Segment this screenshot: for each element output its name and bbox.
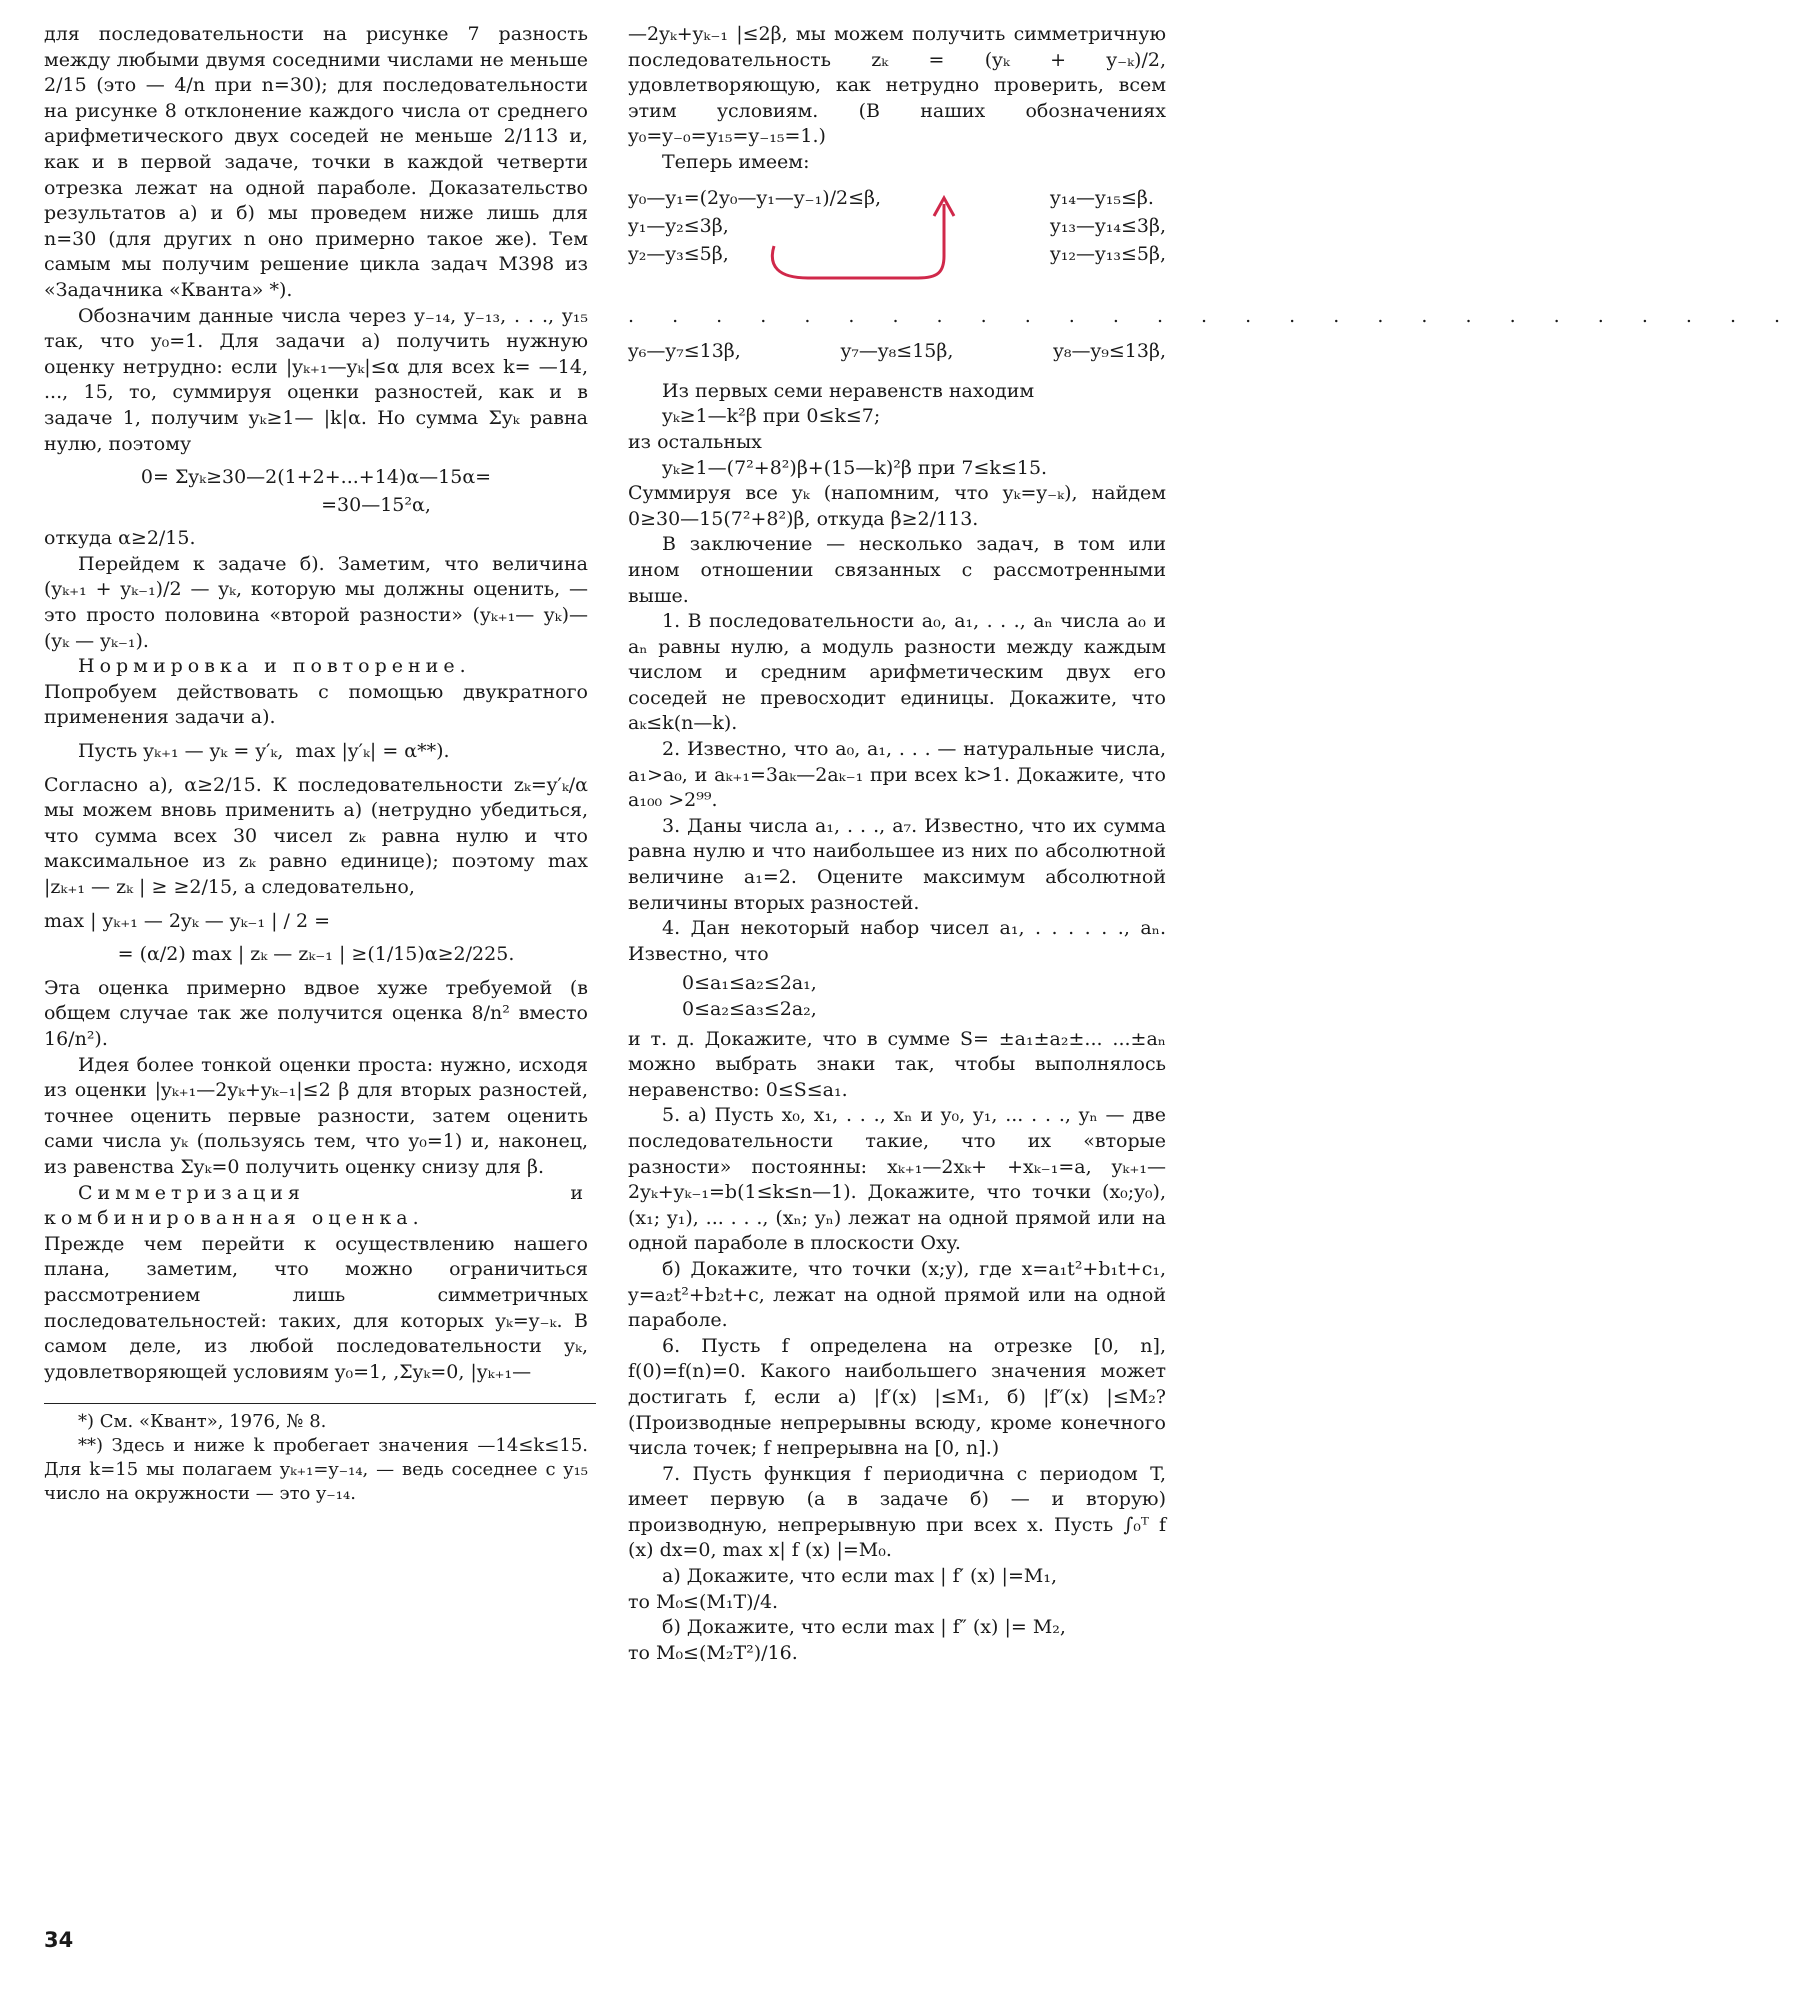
inequality-left-2: y₁—y₂≤3β, xyxy=(628,214,729,237)
left-paragraph-2: Обозначим данные числа через y₋₁₄, y₋₁₃, . . ., y₁₅ так, что y₀=1. Для задачи а) получить нужную оценку нетрудно: если |yₖ₊₁—yₖ|≤α для всех k= —14, ..., 15, то, суммируя оценки разностей, как и в задаче 1, получим yₖ≥1— |k|α. Но сумма Σyₖ равна нулю, поэтому xyxy=(44,304,588,455)
right-paragraph-3: Из первых семи неравенств находим xyxy=(662,379,1035,402)
arrow-line xyxy=(772,204,944,278)
task-5a: 5. а) Пусть x₀, x₁, . . ., xₙ и y₀, y₁, ... . . ., yₙ — две последовательности такие, что их «вторые разности» постоянны: xₖ₊₁—2xₖ+ +xₖ₋₁=a, yₖ₊₁—2yₖ+yₖ₋₁=b(1≤k≤n—1). Докажите, что точки (x₀;y₀), (x₁; y₁), ... . . ., (xₙ; yₙ) лежат на одной прямой или на одной параболе в плоскости Oxy. xyxy=(628,1104,1166,1255)
inequality-right-1: y₁₄—y₁₅≤β. xyxy=(1050,186,1154,209)
left-paragraph-8: Идея более тонкой оценки проста: нужно, исходя из оценки |yₖ₊₁—2yₖ+yₖ₋₁|≤2 β для вторых разностей, точнее оценить первые разности, затем оценить сами числа yₖ (пользуясь тем, что y₀=1) и, наконец, из равенства Σyₖ=0 получить оценку снизу для β. xyxy=(44,1053,588,1178)
inequality-right-2: y₁₃—y₁₄≤3β, xyxy=(1050,214,1166,237)
task-4-formula-1: 0≤a₁≤a₂≤2a₁, xyxy=(682,972,817,995)
right-paragraph-5: Суммируя все yₖ (напомним, что yₖ=y₋ₖ), найдем 0≥30—15(7²+8²)β, откуда β≥2/113. xyxy=(628,482,1166,530)
task-5b: б) Докажите, что точки (x;y), где x=a₁t²+b₁t+c₁, y=a₂t²+b₂t+c, лежат на одной прямой или на одной параболе. xyxy=(628,1257,1166,1332)
task-4: 4. Дан некоторый набор чисел a₁, . . . . . ., aₙ. Известно, что xyxy=(628,917,1166,965)
task-6: 6. Пусть f определена на отрезке [0, n], f(0)=f(n)=0. Какого наибольшего значения может достигать f, если а) |f′(x) |≤M₁, б) |f″(x) |≤M₂? (Производные непрерывны всюду, кроме конечного числа точек; f непрерывна на [0, n].) xyxy=(628,1334,1166,1460)
left-paragraph-1: для последовательности на рисунке 7 разность между любыми двумя соседними числами не меньше 2/15 (это — 4/n при n=30); для последовательности на рисунке 8 отклонение каждого числа от среднего арифметического двух соседей не меньше 2/113 и, как и в первой задаче, точки в каждой четверти отрезка лежат на одной параболе. Доказательство результатов а) и б) мы проведем ниже лишь для n=30 (для других n оно примерно такое же). Тем самым мы получим решение цикла задач М398 из «Задачника «Кванта» *). xyxy=(44,23,588,301)
right-column xyxy=(628,22,1796,1666)
task-2: 2. Известно, что a₀, a₁, . . . — натуральные числа, a₁>a₀, и aₖ₊₁=3aₖ—2aₖ₋₁ при всех k>1. Докажите, что a₁₀₀ >2⁹⁹. xyxy=(628,738,1166,812)
task-1: 1. В последовательности a₀, a₁, . . ., aₙ числа a₀ и aₙ равны нулю, а модуль разности между каждым числом и средним арифметическим двух его соседей не превосходит единицы. Докажите, что aₖ≤k(n—k). xyxy=(628,610,1166,735)
inequality-system xyxy=(628,186,1166,298)
section-heading-symmetrization: Симметризация и комбинированная оценка. xyxy=(44,1181,588,1230)
right-paragraph-2: Теперь имеем: xyxy=(662,150,810,173)
second-difference-formula-1: max | yₖ₊₁ — 2yₖ — yₖ₋₁ | / 2 = xyxy=(44,909,331,932)
inequalities-right xyxy=(1050,186,1166,270)
left-column xyxy=(44,22,588,1506)
right-paragraph-6: В заключение — несколько задач, в том или ином отношении связанных с рассмотренными выше. xyxy=(628,533,1166,607)
inequality-left-1: y₀—y₁=(2y₀—y₁—y₋₁)/2≤β, xyxy=(628,186,882,209)
inequality-middle-row xyxy=(628,339,1166,365)
task-7b-result: то M₀≤(M₂T²)/16. xyxy=(628,1641,798,1664)
bound-formula-2: yₖ≥1—(7²+8²)β+(15—k)²β при 7≤k≤15. xyxy=(662,456,1048,479)
red-arrow-annotation xyxy=(748,186,998,298)
left-paragraph-9: Прежде чем перейти к осуществлению нашего плана, заметим, что можно ограничиться рассмотрением лишь симметричных последовательностей: таких, для которых yₖ=y₋ₖ. В самом деле, из любой последовательности yₖ, удовлетворяющей условиям y₀=1, ,Σyₖ=0, |yₖ₊₁— xyxy=(44,1232,588,1383)
derivative-definition-formula: Пусть yₖ₊₁ — yₖ = y′ₖ, max |y′ₖ| = α**). xyxy=(78,740,450,763)
inequality-left-3: y₂—y₃≤5β, xyxy=(628,242,729,265)
left-paragraph-5: Попробуем действовать с помощью двукратного применения задачи а). xyxy=(44,680,588,729)
inequality-middle-1: y₆—y₇≤13β, xyxy=(628,340,741,363)
page-number: 34 xyxy=(44,1928,74,1952)
inequality-middle-3: y₈—y₉≤13β, xyxy=(1053,340,1166,363)
sum-formula-line-2: =30—15²α, xyxy=(321,493,431,516)
footnote-divider xyxy=(44,1403,596,1404)
right-paragraph-1: —2yₖ+yₖ₋₁ |≤2β, мы можем получить симметричную последовательность zₖ = (yₖ + y₋ₖ)/2, удовлетворяющую, как нетрудно проверить, всем этим условиям. (В наших обозначениях y₀=y₋₀=y₁₅=y₋₁₅=1.) xyxy=(628,23,1166,148)
ellipsis-row: . . . . . . . . . . . . . . . . . . . . . . . . . . . xyxy=(628,304,1796,327)
left-paragraph-3: откуда α≥2/15. xyxy=(44,527,196,550)
footnote-1: *) См. «Квант», 1976, № 8. xyxy=(78,1411,327,1433)
section-heading-normalization: Нормировка и повторение. xyxy=(78,655,471,678)
right-paragraph-4: из остальных xyxy=(628,430,762,453)
inequality-middle-2: y₇—y₈≤15β, xyxy=(840,340,954,363)
task-7b: б) Докажите, что если max | f″ (x) |= M₂, xyxy=(662,1616,1066,1639)
left-paragraph-6: Согласно а), α≥2/15. К последовательности zₖ=y′ₖ/α мы можем вновь применить а) (нетрудно убедиться, что сумма всех 30 чисел zₖ равна нулю и что максимальное из zₖ равно единице); поэтому max |zₖ₊₁ — zₖ | ≥ ≥2/15, а следовательно, xyxy=(44,773,588,898)
left-paragraph-4: Перейдем к задаче б). Заметим, что величина (yₖ₊₁ + yₖ₋₁)/2 — yₖ, которую мы должны оценить, — это просто половина «второй разности» (yₖ₊₁— yₖ)—(yₖ — yₖ₋₁). xyxy=(44,552,588,652)
bound-formula-1: yₖ≥1—k²β при 0≤k≤7; xyxy=(662,405,881,428)
task-4-continued: и т. д. Докажите, что в сумме S= ±a₁±a₂±... ...±aₙ можно выбрать знаки так, чтобы выполнялось неравенство: 0≤S≤a₁. xyxy=(628,1027,1166,1101)
task-3: 3. Даны числа a₁, . . ., a₇. Известно, что их сумма равна нулю и что наибольшее из них по абсолютной величине a₁=2. Оцените максимум абсолютной величины вторых разностей. xyxy=(628,814,1166,914)
inequality-right-3: y₁₂—y₁₃≤5β, xyxy=(1050,242,1166,265)
task-4-formula-2: 0≤a₂≤a₃≤2a₂, xyxy=(682,998,817,1020)
task-7a: а) Докажите, что если max | f′ (x) |=M₁, xyxy=(662,1565,1057,1588)
footnote-2: **) Здесь и ниже k пробегает значения —14≤k≤15. Для k=15 мы полагаем yₖ₊₁=y₋₁₄, — ведь соседнее с y₁₅ число на окружности — это y₋₁₄. xyxy=(44,1435,588,1505)
left-paragraph-7: Эта оценка примерно вдвое хуже требуемой (в общем случае так же получится оценка 8/n² вместо 16/n²). xyxy=(44,976,588,1050)
task-7a-result: то M₀≤(M₁T)/4. xyxy=(628,1590,779,1613)
sum-formula-line-1: 0= Σyₖ≥30—2(1+2+...+14)α—15α= xyxy=(140,466,492,489)
task-7: 7. Пусть функция f периодична с периодом T, имеет первую (а в задаче б) — и вторую) производную, непрерывную при всех x. Пусть ∫₀ᵀ f (x) dx=0, max x| f (x) |=M₀. xyxy=(628,1462,1166,1562)
second-difference-formula-2: = (α/2) max | zₖ — zₖ₋₁ | ≥(1/15)α≥2/225. xyxy=(117,943,515,966)
